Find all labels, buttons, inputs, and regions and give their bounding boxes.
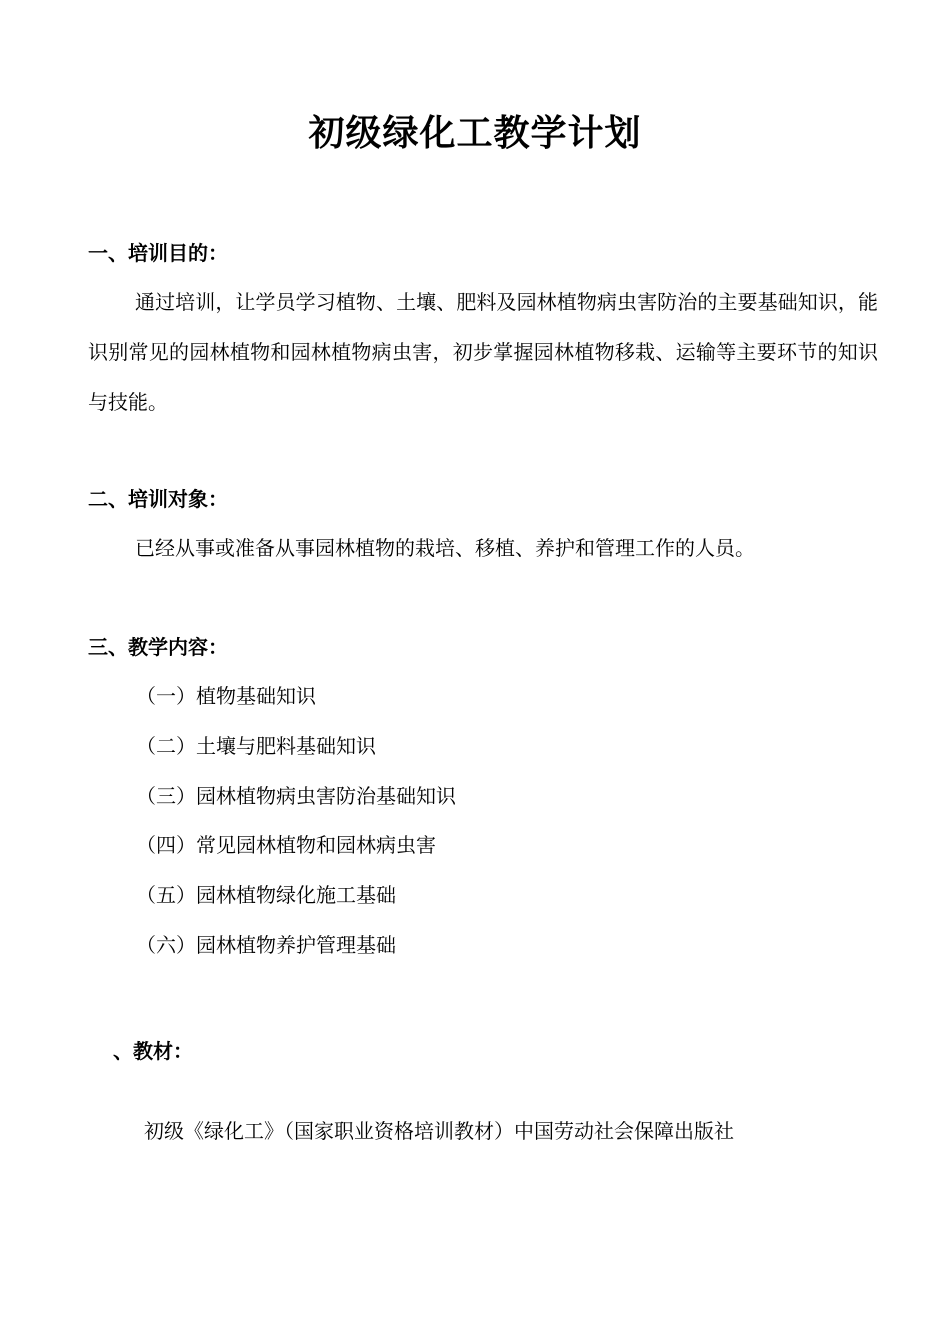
section-body-textbook: 初级《绿化工》（国家职业资格培训教材）中国劳动社会保障出版社 <box>144 1119 734 1143</box>
section-body-audience: 已经从事或准备从事园林植物的栽培、移植、养护和管理工作的人员。 <box>135 536 755 560</box>
content-list-item: （五）园林植物绿化施工基础 <box>136 883 396 907</box>
content-list-item: （三）园林植物病虫害防治基础知识 <box>136 784 456 808</box>
document-title: 初级绿化工教学计划 <box>308 113 642 154</box>
section-heading-audience: 二、培训对象： <box>88 487 228 511</box>
content-list-item: （一）植物基础知识 <box>136 684 316 708</box>
content-list-item: （四）常见园林植物和园林病虫害 <box>136 833 436 857</box>
content-list-item: （六）园林植物养护管理基础 <box>136 933 396 957</box>
content-list-item: （二）土壤与肥料基础知识 <box>136 734 376 758</box>
section-heading-textbook: 、教材： <box>113 1039 193 1063</box>
section-body-purpose: 通过培训，让学员学习植物、土壤、肥料及园林植物病虫害防治的主要基础知识，能识别常见的园林植物和园林植物病虫害，初步掌握园林植物移栽、运输等主要环节的知识与技能。 <box>88 290 878 414</box>
section-heading-content: 三、教学内容： <box>88 635 228 659</box>
section-heading-purpose: 一、培训目的： <box>88 241 228 265</box>
